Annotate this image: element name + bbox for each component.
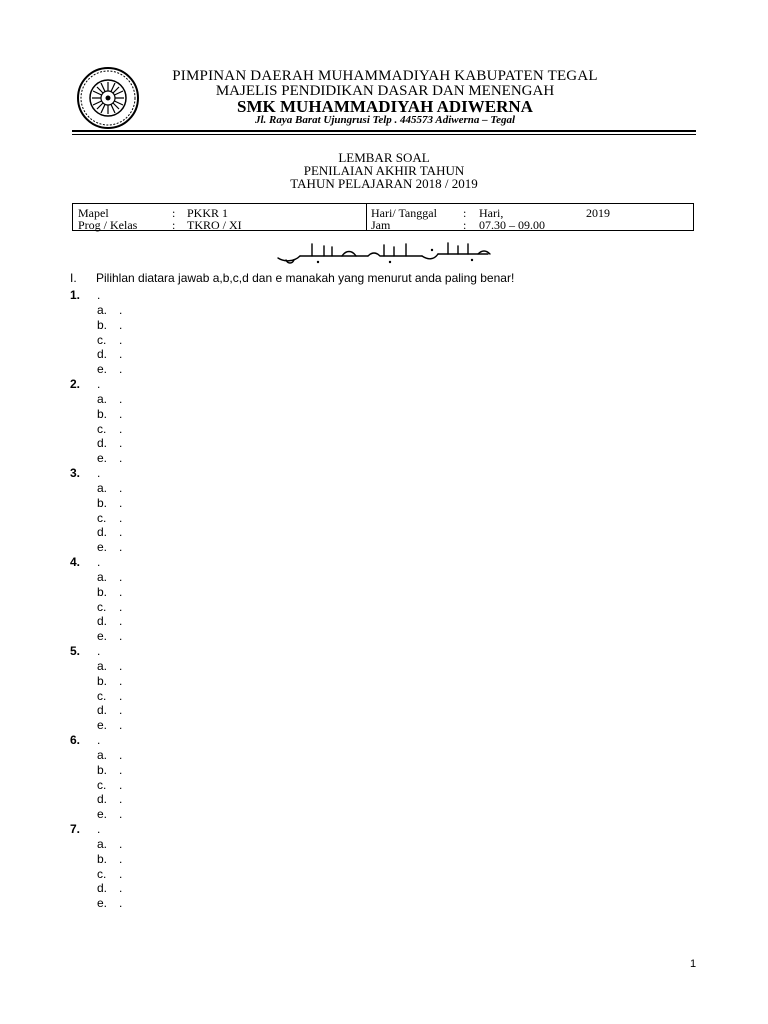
header-rule-thin — [72, 134, 696, 135]
header-council: MAJELIS PENDIDIKAN DASAR DAN MENENGAH — [215, 83, 555, 99]
option-text: . — [119, 362, 123, 377]
question-text: . — [97, 376, 101, 391]
school-logo — [76, 66, 140, 130]
option-letter: b. — [97, 317, 108, 332]
option-letter: e. — [97, 896, 108, 911]
prog-label: Prog / Kelas — [78, 218, 138, 232]
question-number: 7. — [70, 821, 81, 836]
jam-value: 07.30 – 09.00 — [479, 218, 545, 232]
doc-subtitle: PENILAIAN AKHIR TAHUN — [303, 163, 465, 178]
option-letter: e. — [97, 540, 108, 555]
option-text: . — [119, 303, 123, 317]
option-letter: d. — [97, 525, 108, 540]
option-text: . — [119, 777, 123, 792]
option-text: . — [119, 896, 123, 911]
option-text: . — [119, 866, 123, 881]
hari-value: Hari, — [479, 206, 504, 220]
option-letter: a. — [97, 836, 108, 851]
question-number: 3. — [70, 465, 81, 480]
option-letter: c. — [97, 332, 107, 347]
page-number: 1 — [690, 958, 697, 970]
option-letter: a. — [97, 480, 108, 495]
option-text: . — [119, 792, 123, 807]
option-letter: b. — [97, 584, 108, 599]
option-text: . — [119, 510, 123, 525]
option-text: . — [119, 703, 123, 718]
question-number: 4. — [70, 554, 81, 569]
mapel-label: Mapel — [78, 206, 109, 220]
option-text: . — [119, 881, 123, 896]
option-text: . — [119, 406, 123, 421]
option-letter: e. — [97, 807, 108, 822]
option-letter: a. — [97, 303, 108, 317]
option-letter: d. — [97, 792, 108, 807]
option-letter: c. — [97, 599, 107, 614]
doc-academic-year: TAHUN PELAJARAN 2018 / 2019 — [290, 176, 478, 191]
option-text: . — [119, 599, 123, 614]
option-text: . — [119, 421, 123, 436]
prog-colon: : — [172, 218, 176, 232]
question-text: . — [97, 465, 101, 480]
option-letter: e. — [97, 629, 108, 644]
option-text: . — [119, 807, 123, 822]
year-value: 2019 — [586, 206, 610, 220]
prog-value: TKRO / XI — [187, 218, 242, 232]
header-school-name: SMK MUHAMMADIYAH ADIWERNA — [237, 97, 533, 116]
jam-colon: : — [463, 218, 467, 232]
option-letter: a. — [97, 391, 108, 406]
option-letter: c. — [97, 510, 107, 525]
question-number: 1. — [70, 288, 81, 302]
question-text: . — [97, 821, 101, 836]
hari-label: Hari/ Tanggal — [371, 206, 437, 220]
option-letter: e. — [97, 451, 108, 466]
option-letter: e. — [97, 718, 108, 733]
option-letter: d. — [97, 614, 108, 629]
question-text: . — [97, 643, 101, 658]
section-instruction: Pilihlan diatara jawab a,b,c,d dan e manakah yang menurut anda paling benar! — [96, 271, 515, 285]
option-letter: b. — [97, 673, 108, 688]
option-letter: e. — [97, 362, 108, 377]
question-text: . — [97, 288, 101, 302]
option-letter: b. — [97, 406, 108, 421]
info-box — [72, 203, 694, 231]
option-letter: a. — [97, 747, 108, 762]
header-rule-thick — [72, 130, 696, 132]
option-text: . — [119, 836, 123, 851]
option-letter: d. — [97, 436, 108, 451]
option-letter: c. — [97, 421, 107, 436]
header-address: Jl. Raya Barat Ujungrusi Telp . 445573 Adiwerna – Tegal — [254, 114, 516, 126]
hari-colon: : — [463, 206, 467, 220]
option-text: . — [119, 569, 123, 584]
option-letter: b. — [97, 762, 108, 777]
option-text: . — [119, 317, 123, 332]
option-text: . — [119, 851, 123, 866]
option-text: . — [119, 614, 123, 629]
option-text: . — [119, 673, 123, 688]
option-text: . — [119, 436, 123, 451]
option-text: . — [119, 495, 123, 510]
question-number: 6. — [70, 732, 81, 747]
option-letter: a. — [97, 658, 108, 673]
option-text: . — [119, 525, 123, 540]
option-letter: b. — [97, 851, 108, 866]
option-letter: d. — [97, 881, 108, 896]
option-text: . — [119, 584, 123, 599]
mapel-value: PKKR 1 — [187, 206, 229, 220]
option-text: . — [119, 480, 123, 495]
option-text: . — [119, 747, 123, 762]
option-letter: a. — [97, 569, 108, 584]
option-text: . — [119, 451, 123, 466]
basmalah-calligraphy — [272, 238, 498, 266]
question-text: . — [97, 732, 101, 747]
option-text: . — [119, 540, 123, 555]
option-text: . — [119, 391, 123, 406]
option-letter: c. — [97, 688, 107, 703]
question-number: 5. — [70, 643, 81, 658]
option-letter: c. — [97, 777, 107, 792]
option-text: . — [119, 658, 123, 673]
option-letter: d. — [97, 347, 108, 362]
question-text: . — [97, 554, 101, 569]
question-number: 2. — [70, 376, 81, 391]
option-text: . — [119, 332, 123, 347]
doc-title: LEMBAR SOAL — [338, 150, 430, 165]
option-text: . — [119, 718, 123, 733]
mapel-colon: : — [172, 206, 176, 220]
option-text: . — [119, 347, 123, 362]
info-box-divider — [366, 204, 367, 230]
option-text: . — [119, 688, 123, 703]
section-numeral: I. — [70, 271, 77, 285]
option-text: . — [119, 762, 123, 777]
option-text: . — [119, 629, 123, 644]
option-letter: b. — [97, 495, 108, 510]
jam-label: Jam — [371, 218, 391, 232]
option-letter: d. — [97, 703, 108, 718]
header-organization: PIMPINAN DAERAH MUHAMMADIYAH KABUPATEN TEGAL — [172, 68, 598, 84]
option-letter: c. — [97, 866, 107, 881]
